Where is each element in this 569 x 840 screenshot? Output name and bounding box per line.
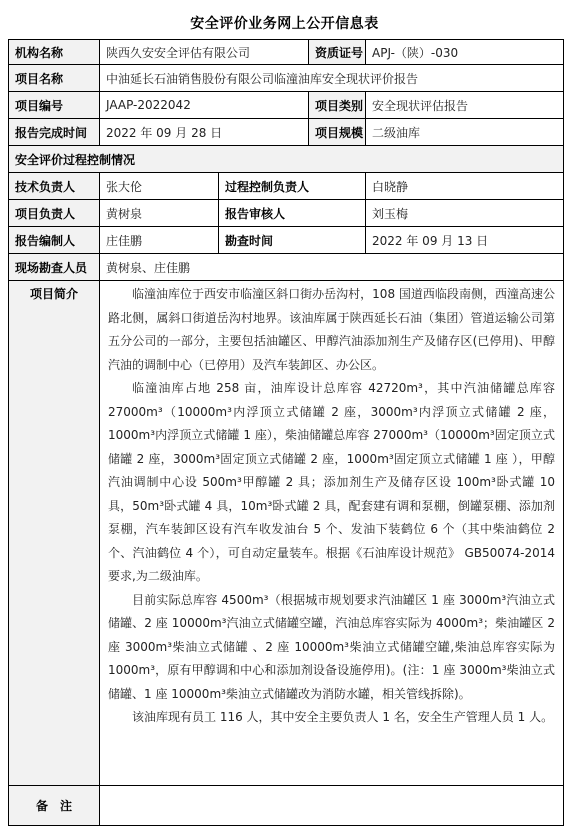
- process-control-value: 白晓静: [366, 173, 564, 200]
- surveyors-label: 现场勘查人员: [9, 254, 100, 281]
- report-date-value: 2022 年 09 月 28 日: [100, 119, 309, 146]
- report-author-value: 庄佳鹏: [100, 227, 219, 254]
- org-value: 陕西久安安全评估有限公司: [100, 40, 309, 65]
- row-process-heading: [9, 146, 564, 173]
- project-code-value: JAAP-2022042: [100, 92, 309, 119]
- process-control-label: 过程控制负责人: [219, 173, 366, 200]
- remarks-value: [100, 786, 564, 826]
- report-date-label: 报告完成时间: [9, 119, 100, 146]
- project-type-value: 安全现状评估报告: [366, 92, 564, 119]
- remarks-label: 备 注: [9, 786, 100, 826]
- project-scale-value: 二级油库: [366, 119, 564, 146]
- surveyors-value: 黄树泉、庄佳鹏: [100, 254, 564, 281]
- cert-label: 资质证号: [309, 40, 366, 65]
- info-table: [8, 39, 564, 826]
- page-title: 安全评价业务网上公开信息表: [190, 16, 379, 32]
- project-type-label: 项目类别: [309, 92, 366, 119]
- project-name-label: 项目名称: [9, 65, 100, 92]
- intro-label: 项目简介: [9, 281, 100, 786]
- survey-time-label: 勘查时间: [219, 227, 366, 254]
- report-author-label: 报告编制人: [9, 227, 100, 254]
- row-project-name: [9, 65, 564, 92]
- intro-paragraph-2: 临潼油库占地 258 亩，油库设计总库容 42720m³，其中汽油储罐总库容 27000m³（10000m³内浮顶立式储罐 2 座，3000m³内浮顶立式储罐 2 座，1000m³内浮顶立式储罐 1 座），柴油储罐总库容 27000m³（10000m³固定顶立式储罐 2 座，3000m³固定顶立式储罐 2 座，1000m³固定顶立式储罐 1 座 ），甲醇汽油调制中心设 500m³甲醇罐 2 具；添加剂生产及储存区设 100m³卧式罐 10 具，50m³卧式罐 4 具，10m³卧式罐 2 具，配套建有调和泵棚，倒罐泵棚、添加剂泵棚，汽车装卸区设有汽车收发油台 5 个、发油下装鹤位 6 个（其中柴油鹤位 2 个、汽油鹤位 4 个），可自动定量装车。根据《石油库设计规范》 GB50074-2014 要求,为二级油库。: [108, 381, 556, 583]
- project-manager-value: 黄树泉: [100, 200, 219, 227]
- cert-value: APJ-（陕）-030: [366, 40, 564, 65]
- row-tech-lead: [9, 173, 564, 200]
- project-name-value: 中油延长石油销售股份有限公司临潼油库安全现状评价报告: [100, 65, 564, 92]
- row-report-author: [9, 227, 564, 254]
- org-label: 机构名称: [9, 40, 100, 65]
- row-intro: [9, 281, 564, 786]
- report-reviewer-label: 报告审核人: [219, 200, 366, 227]
- row-project-manager: [9, 200, 564, 227]
- row-report-date: [9, 119, 564, 146]
- row-project-code: [9, 92, 564, 119]
- tech-lead-value: 张大伦: [100, 173, 219, 200]
- project-code-label: 项目编号: [9, 92, 100, 119]
- row-remarks: [9, 786, 564, 826]
- report-reviewer-value: 刘玉梅: [366, 200, 564, 227]
- process-heading: 安全评价过程控制情况: [9, 146, 564, 173]
- row-org: [9, 40, 564, 65]
- project-scale-label: 项目规模: [309, 119, 366, 146]
- project-manager-label: 项目负责人: [9, 200, 100, 227]
- intro-paragraph-4: 该油库现有员工 116 人，其中安全主要负责人 1 名，安全生产管理人员 1 人。: [132, 710, 554, 724]
- intro-paragraph-1: 临潼油库位于西安市临潼区斜口街办岳沟村，108 国道西临段南侧，西潼高速公路北侧，属斜口街道岳沟村地界。该油库属于陕西延长石油（集团）管道运输公司第五分公司的一部分，主要包括油罐区、甲醇汽油添加剂生产及储存区(已停用)、甲醇汽油的调制中心（已停用）及汽车装卸区、办公区。: [108, 287, 556, 372]
- row-surveyors: [9, 254, 564, 281]
- intro-body: [100, 281, 564, 786]
- intro-paragraph-3: 目前实际总库容 4500m³（根据城市规划要求汽油罐区 1 座 3000m³汽油立式储罐、2 座 10000m³汽油立式储罐空罐，汽油总库容实际为 4000m³；柴油罐区 2 座 3000m³柴油立式储罐 、2 座 10000m³柴油立式储罐空罐,柴油总库容实际为 1000m³，原有甲醇调和中心和添加剂设备设施停用)。(注：1 座 3000m³柴油立式储罐、1 座 10000m³柴油立式储罐改为消防水罐，相关管线拆除)。: [108, 592, 556, 701]
- survey-time-value: 2022 年 09 月 13 日: [366, 227, 564, 254]
- tech-lead-label: 技术负责人: [9, 173, 100, 200]
